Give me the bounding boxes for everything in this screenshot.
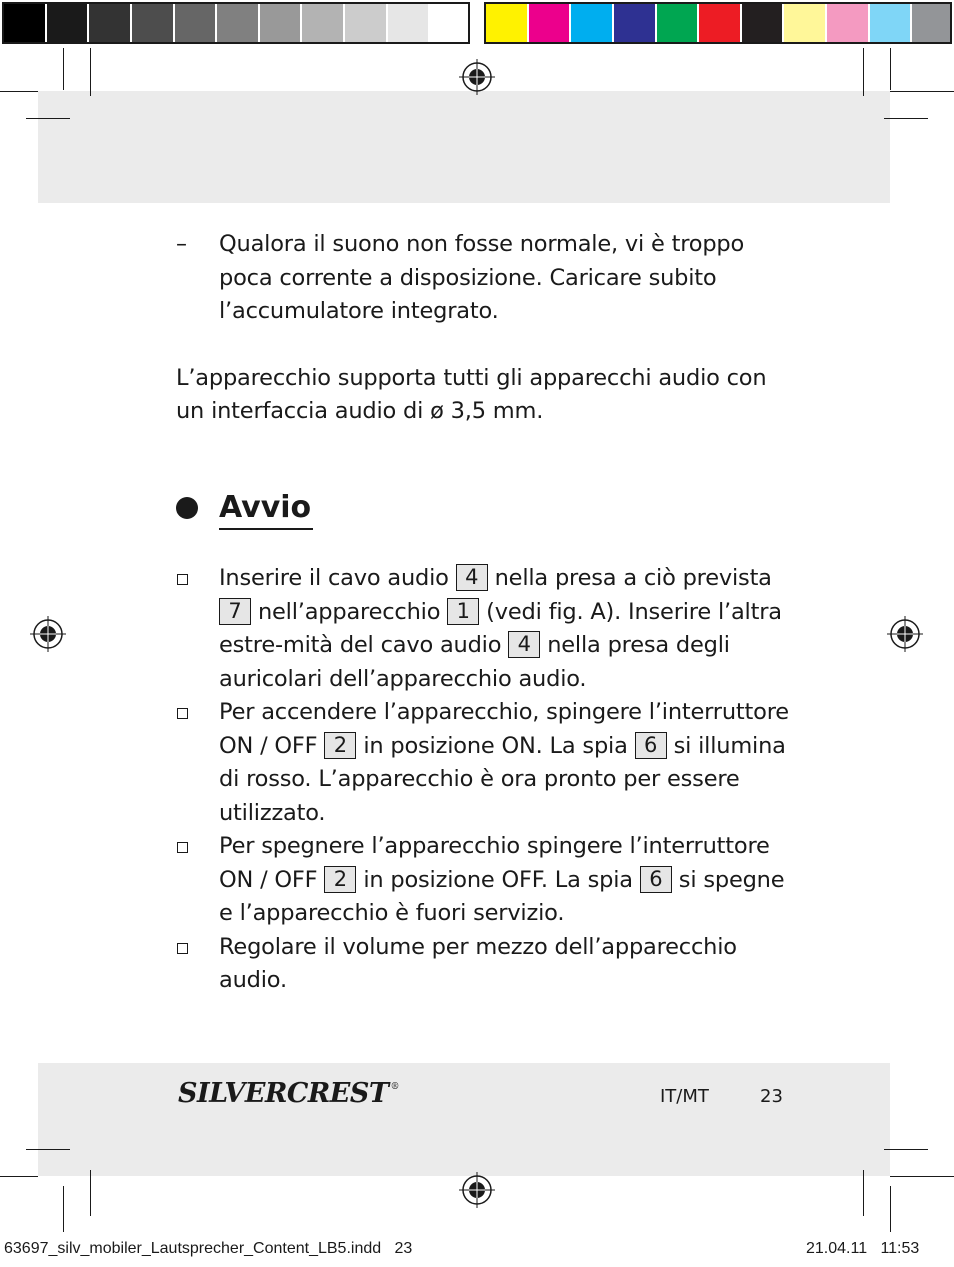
crop-mark [0, 1176, 38, 1177]
part-reference: 2 [324, 866, 356, 893]
page-number: 23 [760, 1086, 783, 1107]
crop-mark [90, 48, 91, 96]
swatch [47, 4, 90, 42]
crop-mark [63, 48, 64, 90]
slug-file: 63697_silv_mobiler_Lautsprecher_Content_LB5.indd [4, 1240, 382, 1257]
part-reference: 4 [456, 564, 488, 591]
registered-mark: ® [390, 1082, 399, 1092]
swatch [430, 4, 468, 42]
heading-bullet-icon [176, 497, 198, 519]
part-reference: 7 [219, 598, 251, 625]
instruction-list [176, 562, 796, 998]
slug-datetime [806, 1240, 919, 1258]
item-text: in posizione OFF. La spia [356, 866, 640, 893]
slug-filename [4, 1240, 412, 1258]
footer-band [38, 1063, 890, 1176]
swatch [784, 4, 827, 42]
language-code: IT/MT [660, 1086, 709, 1107]
registration-mark-icon [459, 1172, 495, 1208]
dash-bullet: – [176, 232, 187, 257]
crop-mark [890, 91, 954, 92]
item-text: Qualora il suono non fosse normale, vi è troppo poca corrente a disposizione. Caricare subito l’accumulatore integrato. [219, 231, 745, 324]
swatch [912, 4, 950, 42]
item-text: Per spegnere l’apparecchio spingere l’interruttore ON / OFF [219, 833, 770, 893]
brand-name: SILVERCREST [178, 1078, 389, 1109]
item-text: Per accendere l’apparecchio, spingere l’interruttore ON / OFF [219, 699, 789, 759]
list-item [176, 696, 796, 830]
crop-mark [890, 1186, 891, 1232]
registration-mark-icon [887, 616, 923, 652]
crop-mark [26, 1149, 70, 1150]
swatch [345, 4, 388, 42]
swatch [657, 4, 700, 42]
registration-mark-icon [459, 59, 495, 95]
crop-mark [884, 118, 928, 119]
crop-mark [890, 1176, 954, 1177]
item-text: Regolare il volume per mezzo dell’apparecchio audio. [219, 933, 737, 993]
list-item [176, 931, 796, 998]
crop-mark [63, 1186, 64, 1232]
crop-mark [0, 91, 38, 92]
part-reference: 6 [635, 732, 667, 759]
swatch [571, 4, 614, 42]
process-color-bar [484, 2, 952, 44]
item-text: si spegne e l’apparecchio è fuori servizio. [219, 866, 785, 926]
slug-date: 21.04.11 [806, 1240, 868, 1257]
swatch [388, 4, 431, 42]
registration-mark-icon [30, 616, 66, 652]
part-reference: 1 [447, 598, 479, 625]
swatch [175, 4, 218, 42]
item-text: Inserire il cavo audio [219, 565, 456, 591]
intro-paragraph: L’apparecchio supporta tutti gli apparecchi audio con un interfaccia audio di ø 3,5 mm. [176, 364, 767, 424]
dash-list-item [176, 228, 796, 329]
list-item [176, 562, 796, 696]
brand-logo [178, 1078, 399, 1109]
slug-time: 11:53 [880, 1240, 920, 1257]
swatch [529, 4, 572, 42]
item-text: nella presa degli auricolari dell’apparecchio audio. [219, 632, 730, 692]
list-item [176, 830, 796, 931]
swatch [614, 4, 657, 42]
swatch [742, 4, 785, 42]
header-band [38, 91, 890, 203]
part-reference: 2 [324, 732, 356, 759]
item-text: in posizione ON. La spia [356, 732, 635, 759]
swatch [89, 4, 132, 42]
swatch [217, 4, 260, 42]
crop-mark [26, 118, 70, 119]
item-text: (vedi fig. A). Inserire l’altra estre-mità del cavo audio [219, 598, 782, 658]
crop-mark [90, 1170, 91, 1216]
swatch [132, 4, 175, 42]
swatch [4, 4, 47, 42]
section-title: Avvio [219, 488, 313, 530]
swatch [827, 4, 870, 42]
part-reference: 6 [640, 866, 672, 893]
item-text: nella presa a ciò prevista [487, 565, 772, 591]
item-text: nell’apparecchio [251, 598, 448, 625]
intro-block [176, 228, 796, 429]
swatch [302, 4, 345, 42]
crop-mark [884, 1149, 928, 1150]
slug-page: 23 [394, 1240, 413, 1257]
item-text: si illumina di rosso. L’apparecchio è ora pronto per essere utilizzato. [219, 732, 786, 826]
crop-mark [890, 48, 891, 90]
crop-mark [863, 1170, 864, 1216]
part-reference: 4 [508, 631, 540, 658]
swatch [486, 4, 529, 42]
swatch [260, 4, 303, 42]
swatch [870, 4, 913, 42]
grayscale-color-bar [2, 2, 470, 44]
swatch [699, 4, 742, 42]
crop-mark [863, 48, 864, 96]
